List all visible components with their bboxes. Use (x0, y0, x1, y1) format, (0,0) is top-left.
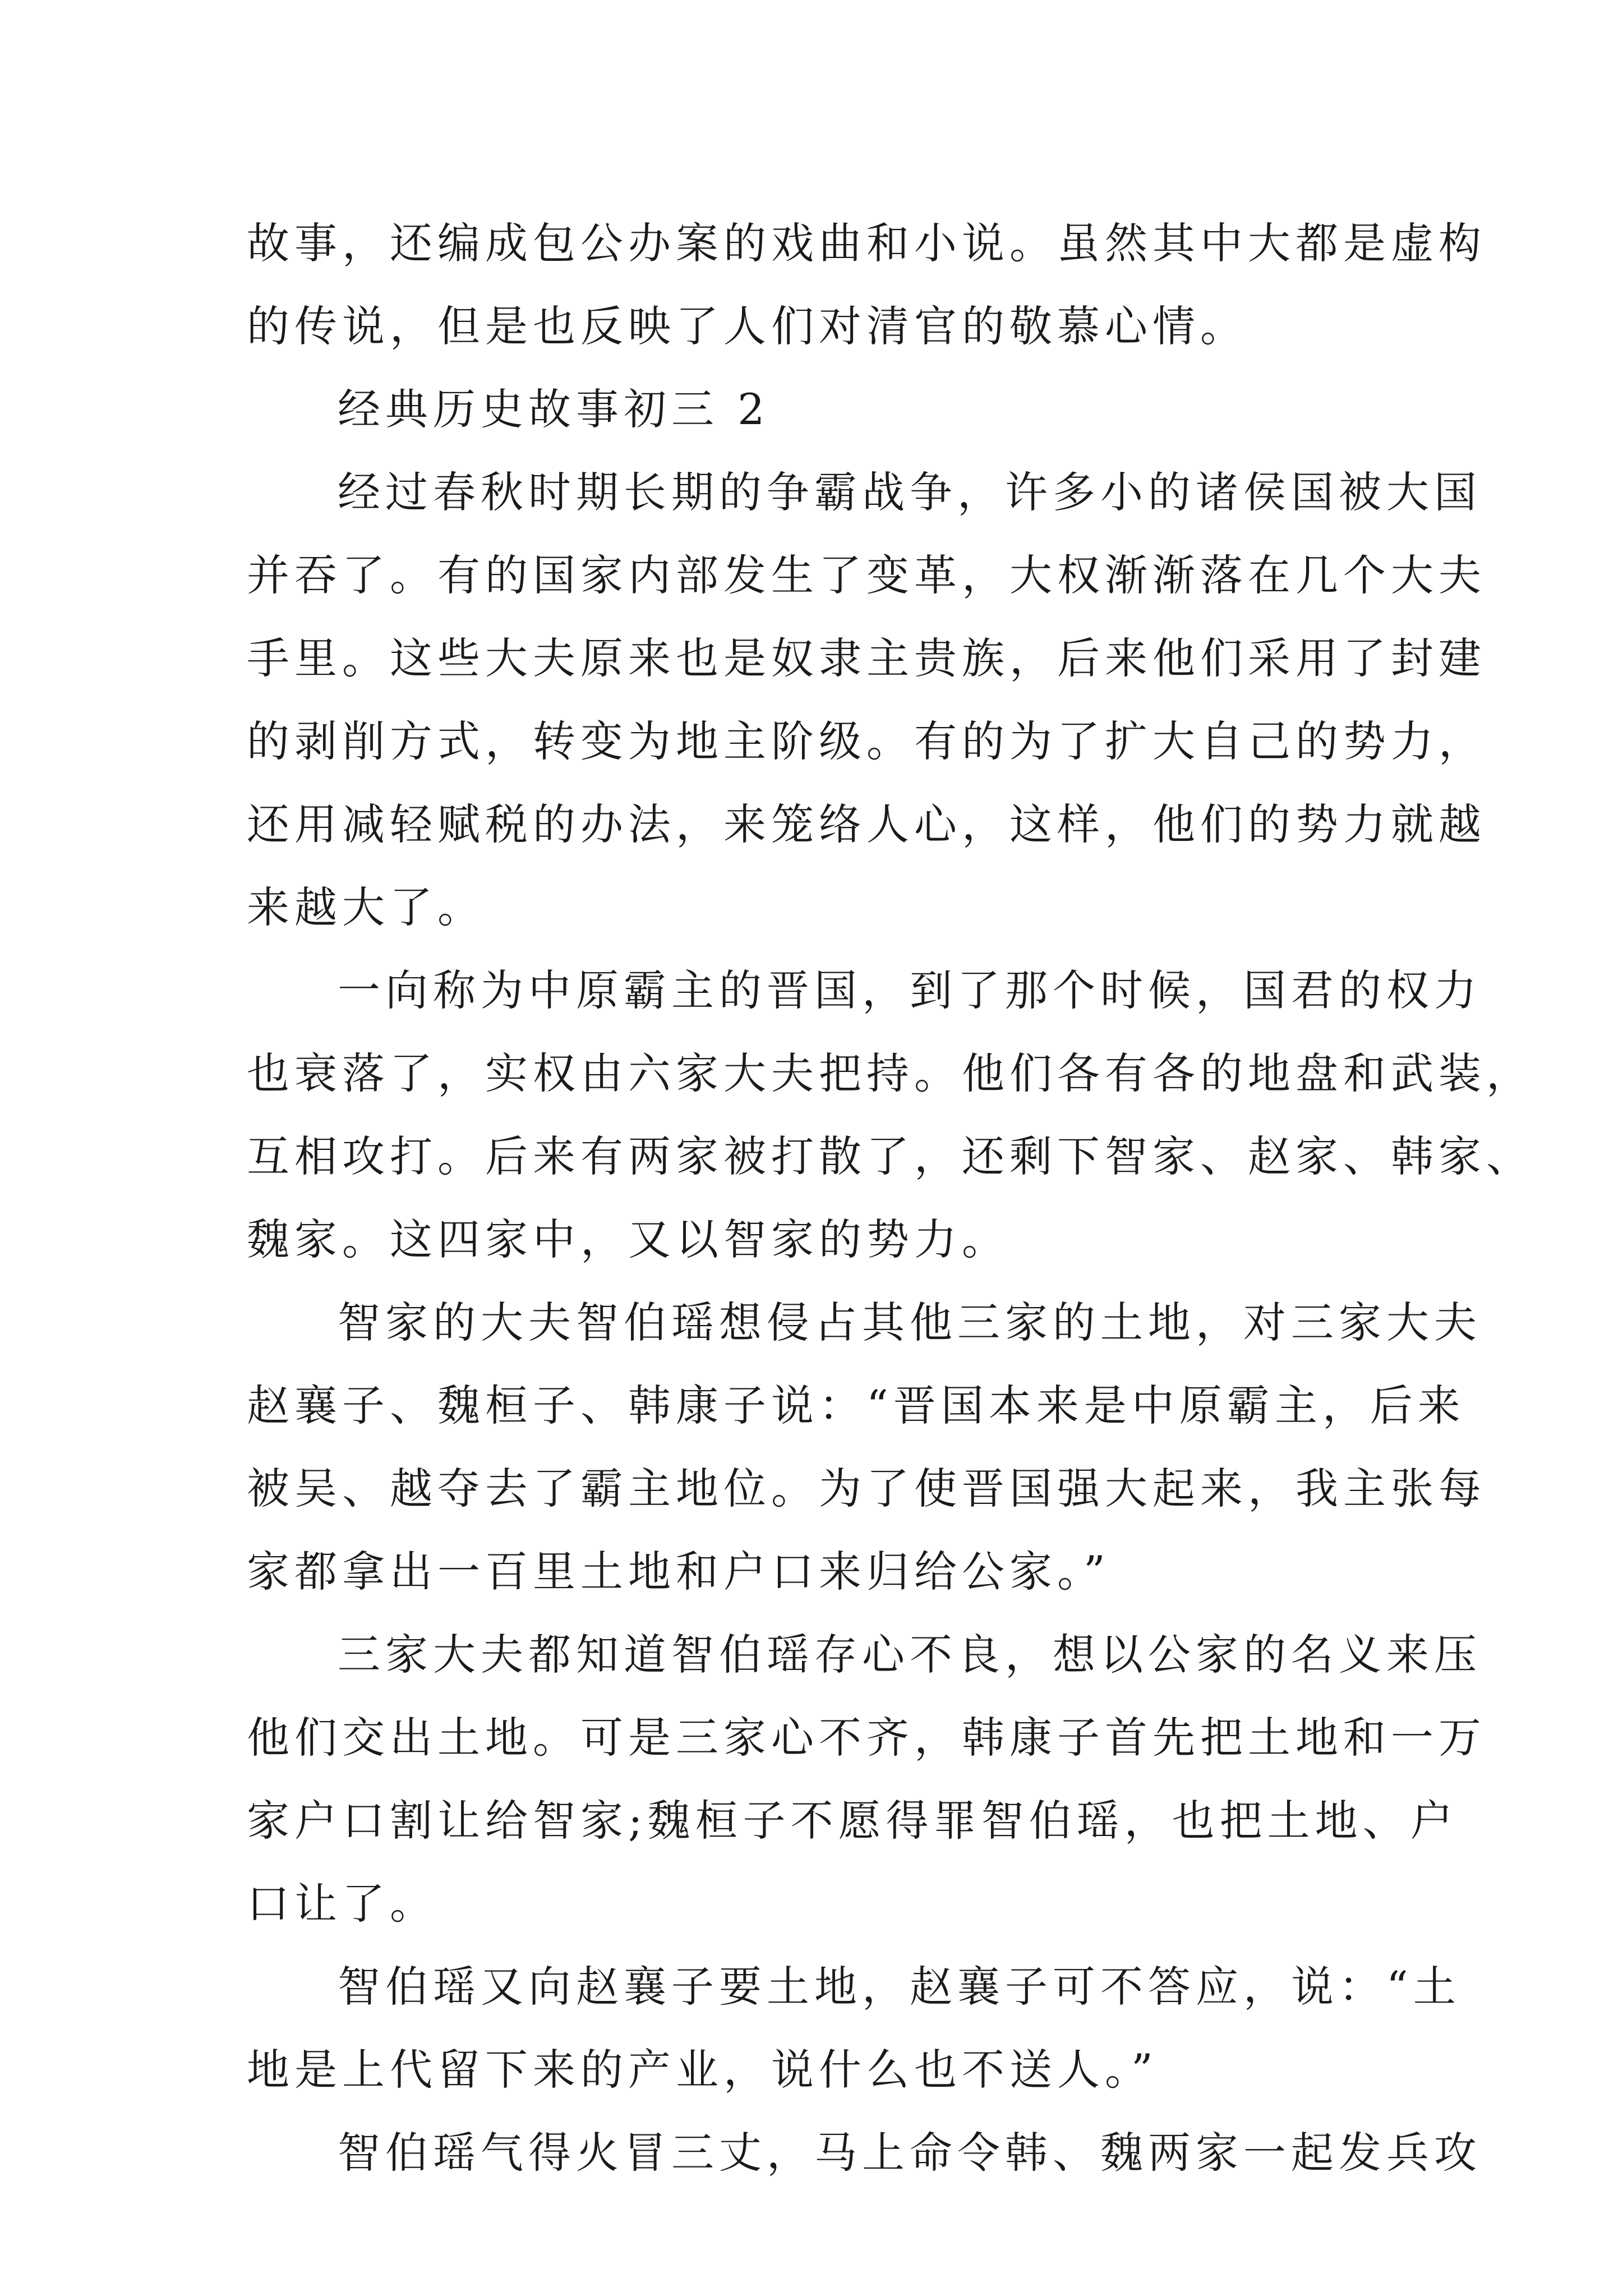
paragraph-first-line: 经过春秋时期长期的争霸战争，许多小的诸侯国被大国 (338, 467, 1482, 517)
text-line: 家都拿出一百里土地和户口来归给公家。” (247, 1547, 1110, 1596)
paragraph-first-line: 智伯瑶又向赵襄子要土地，赵襄子可不答应，说：“土 (338, 1962, 1461, 2012)
text-line: 地是上代留下来的产业，说什么也不送人。” (247, 2045, 1158, 2095)
text-line: 口让了。 (247, 1879, 437, 1929)
text-line: 并吞了。有的国家内部发生了变革，大权渐渐落在几个大夫 (247, 550, 1486, 600)
paragraph-first-line: 三家大夫都知道智伯瑶存心不良，想以公家的名义来压 (338, 1630, 1482, 1680)
text-line: 来越大了。 (247, 882, 485, 932)
text-line: 的剥削方式，转变为地主阶级。有的为了扩大自己的势力， (247, 716, 1486, 766)
paragraph-first-line: 智伯瑶气得火冒三丈，马上命令韩、魏两家一起发兵攻 (338, 2128, 1482, 2178)
text-line: 互相攻打。后来有两家被打散了，还剩下智家、赵家、韩家、 (247, 1131, 1534, 1181)
section-heading: 经典历史故事初三 2 (338, 384, 770, 434)
text-line: 还用减轻赋税的办法，来笼络人心，这样，他们的势力就越 (247, 799, 1486, 849)
text-line: 魏家。这四家中，又以智家的势力。 (247, 1214, 1009, 1264)
text-line: 也衰落了，实权由六家大夫把持。他们各有各的地盘和武装， (247, 1048, 1534, 1098)
text-line: 故事，还编成包公办案的戏曲和小说。虽然其中大都是虚构 (247, 218, 1486, 268)
text-line: 他们交出土地。可是三家心不齐，韩康子首先把土地和一万 (247, 1713, 1486, 1763)
paragraph-first-line: 一向称为中原霸主的晋国，到了那个时候，国君的权力 (338, 965, 1482, 1015)
document-body (247, 202, 1534, 2194)
text-line: 手里。这些大夫原来也是奴隶主贵族，后来他们采用了封建 (247, 633, 1486, 683)
text-line: 家户口割让给智家;魏桓子不愿得罪智伯瑶，也把土地、户 (247, 1796, 1458, 1846)
text-line: 赵襄子、魏桓子、韩康子说：“晋国本来是中原霸主，后来 (247, 1381, 1465, 1430)
paragraph-first-line: 智家的大夫智伯瑶想侵占其他三家的土地，对三家大夫 (338, 1297, 1482, 1347)
text-line: 的传说，但是也反映了人们对清官的敬慕心情。 (247, 301, 1248, 351)
text-line: 被吴、越夺去了霸主地位。为了使晋国强大起来，我主张每 (247, 1464, 1486, 1513)
